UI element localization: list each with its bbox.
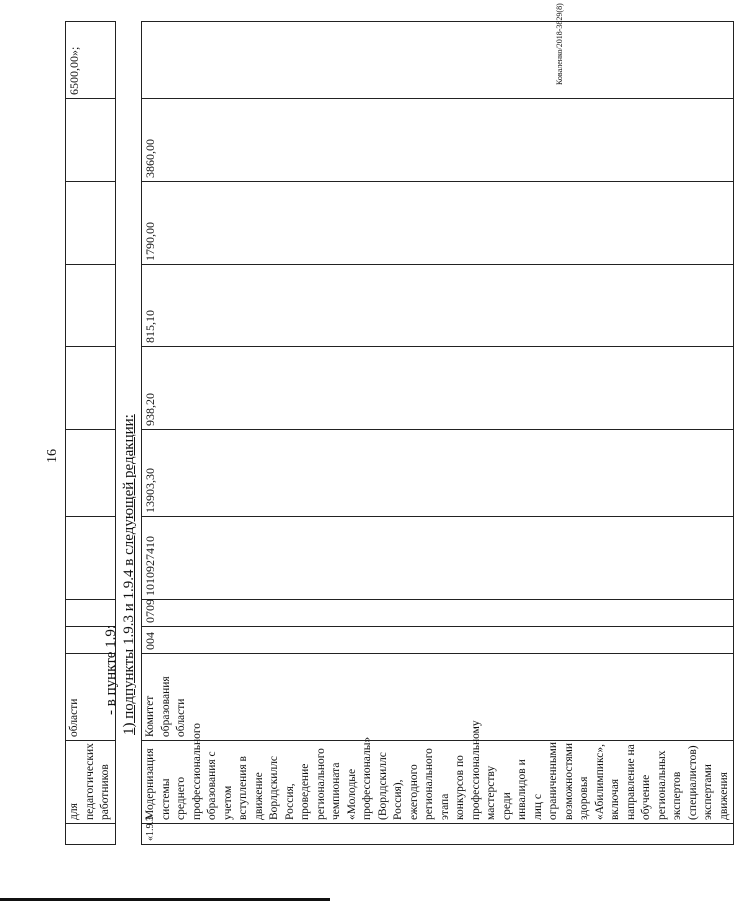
top-table: [65, 21, 116, 845]
top-table-audience: для педагогических работников: [66, 741, 116, 824]
row-code-ministry: 004: [142, 627, 734, 654]
top-table-cell: [66, 430, 116, 517]
amendment-item-text: 1) подпункты 1.9.3 и 1.9.4 в следующей редакции:: [121, 414, 137, 735]
amendment-item: [121, 414, 138, 735]
top-table-region: области: [66, 654, 116, 741]
page-number: 16: [45, 449, 60, 463]
top-table-spacer: [66, 824, 116, 845]
top-table-cell: [66, 600, 116, 627]
row-code-article: 1010927410: [142, 517, 734, 600]
row-value-3: 1790,00: [142, 182, 734, 265]
row-code-section: 0709: [142, 600, 734, 627]
row-number: «1.9.3: [142, 824, 734, 845]
top-table-cell: [66, 347, 116, 430]
row-value-1: 938,20: [142, 347, 734, 430]
top-table-cell: [66, 517, 116, 600]
row-description: Модернизация системы среднего профессионального образования с учетом вступления в движение Ворлдскиллс Россия, проведение регионального чемпионата «Молодые профессионалы» (Ворлдскиллс Россия), ежегодного регионального этапа конкурсов по профессиональному мастерству среди инвалидов и лиц с ограниченными возможностями здоровья «Абилимпикс», включая направление на обучение региональных экспертов (специалистов) экспертами движения: [142, 741, 734, 824]
top-table-cell: [66, 265, 116, 347]
main-table: [141, 21, 734, 845]
scan-edge-bar: [0, 898, 330, 901]
document-stamp: Коваленко/2018-3829(8): [555, 3, 564, 85]
row-value-5: [142, 22, 734, 99]
top-table-last-value: 6500,00»;: [66, 22, 116, 99]
top-table-cell: [66, 182, 116, 265]
top-table-cell: [66, 99, 116, 182]
rotated-page: [35, 3, 730, 875]
row-executor: Комитет образования области: [142, 654, 734, 741]
row-value-total: 13903,30: [142, 430, 734, 517]
row-value-2: 815,10: [142, 265, 734, 347]
row-value-4: 3860,00: [142, 99, 734, 182]
amendment-intro: - в пункте 1.9:: [103, 624, 119, 715]
